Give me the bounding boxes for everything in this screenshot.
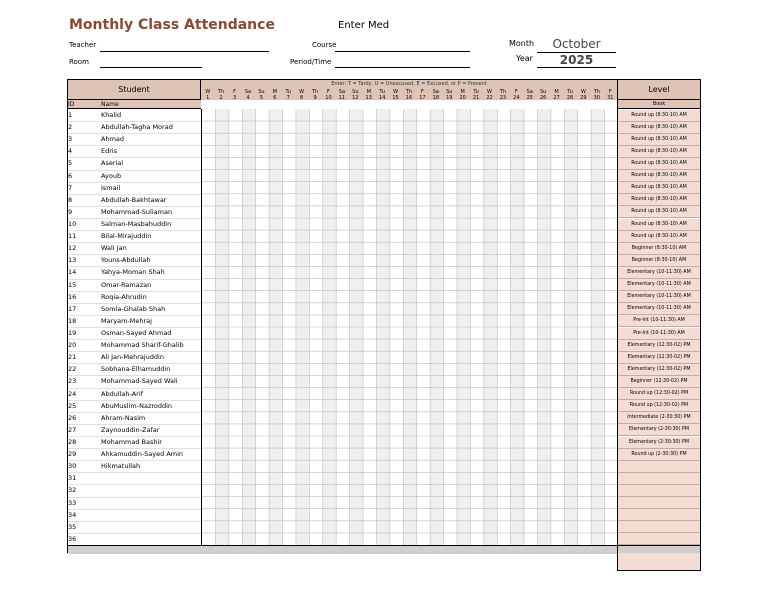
student-id: 5 (68, 159, 73, 168)
day-number-label: 31 (607, 95, 614, 101)
student-name: Youns-Abdullah (101, 256, 151, 265)
year-underline (537, 67, 616, 68)
student-name: Mohammad-Suliaman (101, 207, 173, 216)
weekday-label: Sa (526, 89, 533, 95)
day-number-label: 14 (378, 95, 386, 101)
level-cell[interactable]: Round up (8:30-10) AM (618, 170, 700, 182)
student-name: Maryam-Mehraj (101, 316, 152, 325)
level-cell[interactable] (618, 521, 700, 533)
weekday-label: W (299, 89, 305, 95)
weekday-label: Sa (432, 89, 439, 95)
student-row-line (67, 218, 201, 219)
weekday-label: Sa (244, 89, 252, 95)
level-cell[interactable]: Round up (8:30-10) AM (618, 194, 700, 206)
student-name: Roqia-Ahrudin (101, 292, 147, 301)
level-cell[interactable]: Elementary (2-30:30) PM (618, 437, 700, 449)
student-id: 7 (68, 183, 73, 192)
student-row-line (67, 194, 201, 195)
id-header: ID (68, 101, 75, 108)
weekday-label: F (514, 89, 518, 95)
level-divider (617, 79, 618, 571)
student-name: Khalid (101, 111, 122, 119)
student-row-line (67, 254, 201, 255)
weekday-label: W (393, 89, 399, 95)
weekday-label: F (420, 89, 424, 95)
student-row-line (67, 230, 201, 231)
weekday-label: Th (311, 89, 319, 95)
right-border (700, 79, 701, 571)
student-id: 21 (68, 353, 77, 362)
id-name-header (67, 100, 201, 109)
student-id: 30 (68, 462, 77, 471)
weekday-label: M (272, 89, 277, 95)
day-number-label: 24 (513, 95, 520, 101)
level-cell[interactable] (618, 533, 700, 545)
level-cell[interactable]: Round up (8:30-10) AM (618, 110, 700, 122)
student-id: 25 (68, 401, 77, 410)
day-number-label: 29 (580, 95, 587, 101)
level-cell[interactable]: Elementary (10-11:30) AM (618, 291, 700, 303)
student-row-line (67, 351, 201, 352)
day-number-label: 27 (553, 95, 560, 101)
level-cell[interactable]: Elementary (2-30:30) PM (618, 424, 700, 436)
page-title: Monthly Class Attendance (69, 17, 275, 33)
student-id: 20 (68, 341, 77, 350)
level-cell[interactable]: Round up (8:30-10) AM (618, 122, 700, 134)
student-row-line (67, 242, 201, 243)
attendance-grid[interactable] (201, 109, 617, 545)
student-id: 31 (68, 474, 77, 483)
student-row-line (67, 521, 201, 522)
student-row-line (67, 291, 201, 292)
student-id: 29 (68, 450, 77, 459)
weekday-label: Th (499, 89, 507, 95)
student-row-line (67, 484, 201, 485)
weekday-label: F (327, 89, 330, 95)
weekday-label: Sa (338, 89, 346, 95)
footer-band (67, 545, 701, 554)
weekday-label: F (608, 89, 612, 95)
level-footer (617, 553, 701, 571)
student-id: 3 (68, 135, 73, 144)
student-id: 2 (68, 123, 73, 132)
weekday-label: Su (446, 89, 453, 95)
weekday-label: Su (258, 89, 265, 95)
student-name: Ahram-Nasim (101, 413, 146, 422)
period-field[interactable] (335, 67, 470, 68)
level-cell[interactable]: Elementary (10-11:30) AM (618, 267, 700, 279)
student-id: 34 (68, 510, 77, 519)
student-header: Student (67, 79, 201, 100)
student-id: 26 (68, 413, 77, 422)
weekday-label: Tu (379, 89, 385, 95)
student-name: Osman-Sayed Ahmad (101, 329, 172, 337)
day-number-label: 17 (419, 95, 426, 101)
day-number-label: 1 (206, 95, 210, 101)
student-row-line (67, 509, 201, 510)
day-number-label: 16 (405, 95, 413, 101)
student-name: Aserial (101, 159, 124, 168)
month-label: Month (509, 39, 535, 48)
student-row-line (67, 170, 201, 171)
weekday-label: M (460, 89, 465, 95)
student-id: 12 (68, 244, 77, 253)
level-cell[interactable]: Round up (8:30-10) AM (618, 231, 700, 243)
day-number-label: 5 (259, 95, 263, 101)
level-cell[interactable]: Round up (8:30-10) AM (618, 182, 700, 194)
day-number-label: 18 (432, 95, 440, 101)
level-cell[interactable]: Round up (2-30:30) PM (618, 449, 700, 461)
level-cell[interactable]: Round up (12:30-02) PM (618, 400, 700, 412)
level-cell[interactable] (618, 497, 700, 509)
level-cell[interactable] (618, 473, 700, 485)
level-cell[interactable]: Beginner (8:30-10) AM (618, 243, 700, 255)
room-field[interactable] (100, 67, 202, 68)
level-cell[interactable] (618, 485, 700, 497)
teacher-field[interactable] (100, 51, 269, 52)
weekday-label: Th (593, 89, 600, 95)
level-cell[interactable] (618, 461, 700, 473)
days-header (201, 88, 617, 100)
student-name: Ismail (101, 183, 121, 192)
left-border (67, 79, 68, 553)
course-field[interactable] (335, 51, 470, 52)
student-row-line (67, 472, 201, 473)
student-id: 35 (68, 522, 77, 531)
level-cell[interactable]: Beginner (8:30-10) AM (618, 255, 700, 267)
name-header: Name (101, 101, 119, 108)
student-name: Edris (101, 147, 118, 156)
student-name: Ahmad (101, 135, 125, 144)
student-row-line (67, 533, 201, 534)
student-name: Abdullah-Arif (101, 389, 143, 398)
day-number-label: 30 (593, 95, 601, 101)
weekday-label: Th (405, 89, 413, 95)
student-id: 27 (68, 425, 77, 434)
day-number-label: 12 (352, 95, 359, 101)
student-row-line (67, 133, 201, 134)
student-id: 15 (68, 280, 77, 289)
student-id: 17 (68, 304, 77, 313)
student-row-line (67, 182, 201, 183)
student-name: Mohammad Bashir (101, 438, 162, 446)
student-row-line (67, 412, 201, 413)
student-row-line (67, 388, 201, 389)
student-row-line (67, 206, 201, 207)
student-id: 14 (68, 268, 77, 277)
day-number-label: 4 (246, 95, 250, 101)
student-id: 13 (68, 256, 77, 265)
student-name: Ali Jan-Mehrajuddin (101, 353, 164, 362)
day-number-label: 6 (273, 95, 277, 101)
student-row-line (67, 363, 201, 364)
course-label: Course (312, 41, 337, 49)
student-name: Abdullah-Tagha Morad (101, 123, 173, 132)
student-name: Omar-Ramazan (101, 280, 152, 289)
day-number-label: 20 (459, 95, 466, 101)
student-name: AbuMuslim-Nazroddin (101, 401, 173, 410)
day-number-label: 2 (219, 95, 223, 101)
student-row-line (67, 157, 201, 158)
student-row-line (67, 424, 201, 425)
student-name: Salman-Masbahuddin (101, 220, 172, 228)
student-id: 8 (68, 195, 73, 204)
day-number-label: 19 (446, 95, 453, 101)
student-row-line (67, 279, 201, 280)
day-number-label: 26 (539, 95, 547, 101)
level-cell[interactable]: Pre-Int (10-11:30) AM (618, 315, 700, 327)
legend-text: Enter: T = Tardy, U = Unexcused, E = Excused, or P = Present (201, 79, 617, 88)
student-id: 9 (68, 207, 73, 216)
weekday-label: Su (540, 89, 547, 95)
book-header: Book (617, 100, 701, 109)
student-id: 28 (68, 438, 77, 446)
level-cell[interactable]: Round up (8:30-10) AM (618, 146, 700, 158)
student-name: Bilal-Mirajuddin (101, 232, 152, 241)
attendance-sheet (67, 79, 701, 571)
level-cell[interactable]: Elementary (12:30-02) PM (618, 340, 700, 352)
day-number-label: 21 (472, 95, 480, 101)
month-value[interactable]: October (552, 37, 601, 51)
level-cell[interactable]: Round up (8:30-10) AM (618, 158, 700, 170)
weekday-label: M (554, 89, 559, 95)
student-name: Somia-Ghalab Shah (101, 304, 166, 313)
level-header: Level (617, 79, 701, 100)
weekday-label: F (233, 89, 236, 95)
student-id: 32 (68, 486, 77, 495)
student-id: 11 (68, 232, 77, 241)
weekday-label: Tu (567, 89, 573, 95)
day-number-label: 25 (526, 95, 533, 101)
day-number-label: 9 (313, 95, 317, 101)
level-cell[interactable]: Round up (8:30-10) AM (618, 134, 700, 146)
student-name: Ahkamuddin-Sayed Amin (101, 450, 184, 459)
level-cell[interactable] (618, 509, 700, 521)
student-name: Yahya-Moman Shah (101, 268, 165, 277)
period-label: Period/Time (290, 58, 332, 66)
weekday-label: Su (352, 89, 359, 95)
student-row-line (67, 497, 201, 498)
student-row-line (67, 315, 201, 316)
student-id: 23 (68, 377, 77, 386)
student-row-line (67, 400, 201, 401)
student-row-line (67, 145, 201, 146)
student-id: 36 (68, 534, 77, 543)
student-id: 24 (68, 389, 77, 398)
student-id: 16 (68, 292, 77, 301)
day-number-label: 3 (232, 95, 237, 101)
day-number-label: 13 (365, 95, 372, 101)
weekday-label: Tu (473, 89, 479, 95)
student-id: 22 (68, 365, 77, 374)
day-number-label: 15 (392, 95, 399, 101)
weekday-label: W (580, 89, 586, 95)
student-row-line (67, 121, 201, 122)
level-cell[interactable]: Elementary (12:30-02) PM (618, 352, 700, 364)
level-cell[interactable]: Round up (8:30-10) AM (618, 206, 700, 218)
student-id: 6 (68, 171, 73, 180)
student-row-line (67, 266, 201, 267)
day-number-label: 8 (300, 95, 304, 101)
day-number-label: 10 (325, 95, 332, 101)
day-number-label: 22 (486, 95, 493, 101)
student-id: 4 (68, 147, 73, 156)
level-cell[interactable]: Intermediate (2-30:30) PM (618, 412, 700, 424)
student-name: Mohammad Sharif-Ghalib (101, 341, 184, 350)
weekday-label: W (205, 89, 211, 95)
student-name: Zaynouddin-Zafar (101, 425, 160, 434)
weekday-label: Th (217, 89, 225, 95)
level-cell[interactable]: Beginner (12:30-02) PM (618, 376, 700, 388)
student-row-line (67, 327, 201, 328)
student-name: Abdullah-Bakhtawar (101, 195, 167, 204)
student-name: Wali Jan (101, 244, 127, 253)
student-name: Ayoub (101, 171, 122, 180)
student-name: Mohammad-Sayed Wali (101, 377, 178, 386)
level-cell[interactable]: Elementary (10-11:30) AM (618, 303, 700, 315)
day-number-label: 28 (566, 95, 574, 101)
student-row-line (67, 436, 201, 437)
student-row-line (67, 339, 201, 340)
student-id: 1 (68, 111, 73, 119)
weekday-label: Tu (285, 89, 291, 95)
level-cell[interactable]: Round up (12:30-02) PM (618, 388, 700, 400)
day-number-label: 7 (286, 95, 290, 101)
student-id: 33 (68, 498, 77, 507)
weekday-label: W (487, 89, 492, 95)
level-cell[interactable]: Elementary (12:30-02) PM (618, 364, 700, 376)
year-value[interactable]: 2025 (559, 53, 594, 67)
enter-label: Enter Med (338, 20, 390, 31)
student-id: 19 (68, 329, 77, 337)
teacher-label: Teacher (69, 41, 97, 49)
student-id: 10 (68, 220, 77, 228)
student-row-line (67, 460, 201, 461)
level-cell[interactable]: Elementary (10-11:30) AM (618, 279, 700, 291)
student-id: 18 (68, 316, 77, 325)
student-name: Hikmatullah (101, 462, 141, 471)
day-number-label: 11 (338, 95, 346, 101)
level-cell[interactable]: Pre-Int (10-11:30) AM (618, 328, 700, 340)
room-label: Room (69, 58, 89, 66)
level-cell[interactable]: Round up (8:30-10) AM (618, 219, 700, 231)
weekday-label: M (366, 89, 371, 95)
student-row-line (67, 448, 201, 449)
year-label: Year (516, 54, 533, 63)
student-row-line (67, 375, 201, 376)
student-name: Sobhana-Elhamuddin (101, 365, 171, 374)
day-number-label: 23 (499, 95, 507, 101)
student-row-line (67, 303, 201, 304)
